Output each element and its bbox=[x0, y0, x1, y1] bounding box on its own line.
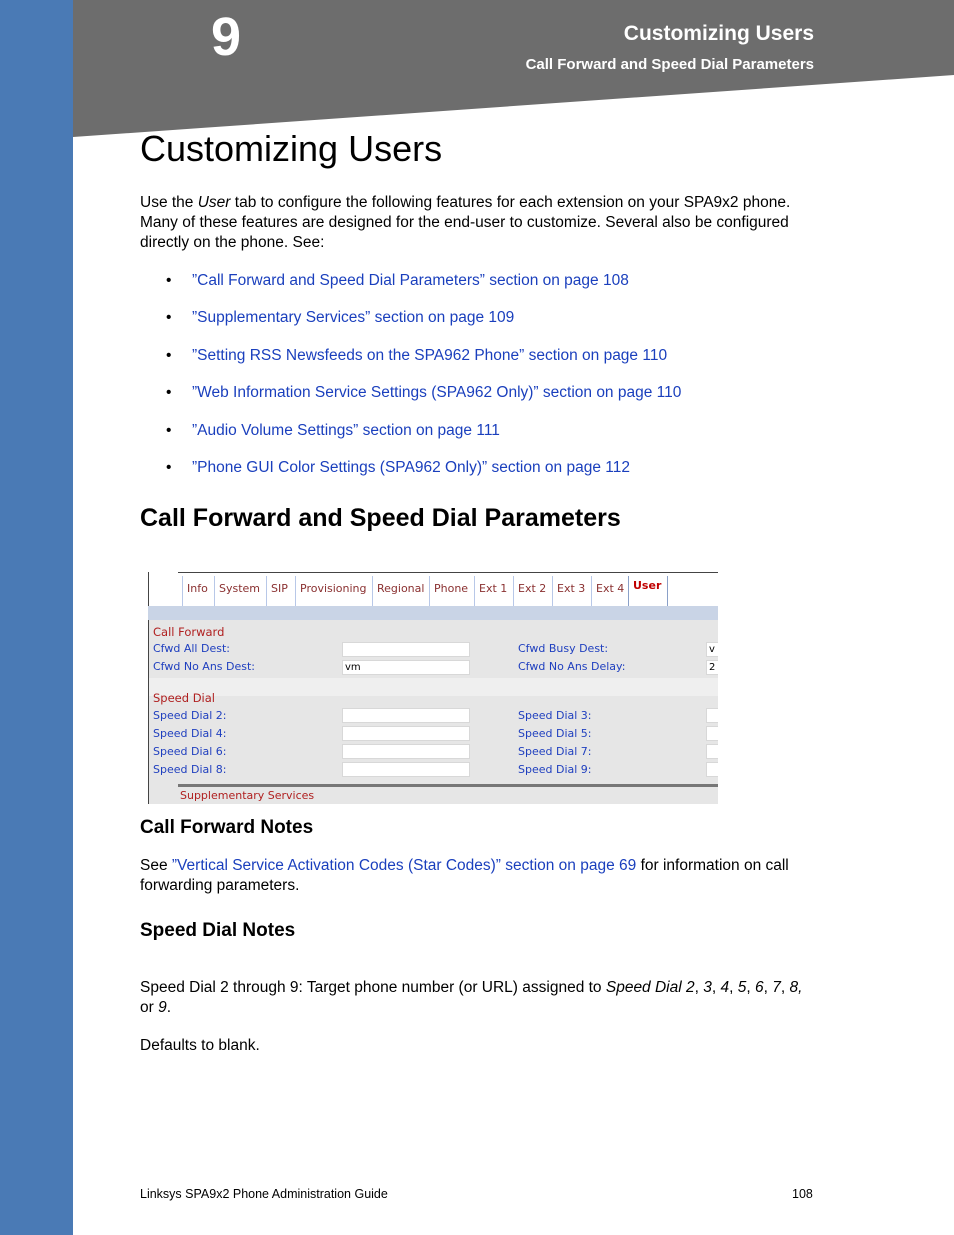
chapter-header bbox=[73, 0, 954, 137]
intro-text-1: Use the bbox=[140, 194, 198, 211]
sd-item: 9 bbox=[158, 999, 167, 1016]
tab-regional[interactable]: Regional bbox=[372, 576, 428, 606]
tab-underline-band bbox=[148, 606, 718, 620]
tab-ext2[interactable]: Ext 2 bbox=[513, 576, 550, 606]
sd-item: 5 bbox=[737, 979, 747, 996]
supplementary-services-bar bbox=[178, 784, 718, 804]
bullet-dot: • bbox=[166, 384, 172, 402]
tab-info[interactable]: Info bbox=[182, 576, 212, 606]
section-separator bbox=[149, 678, 718, 696]
sd-item: 7 bbox=[772, 979, 781, 996]
speed-dial-6-label: Speed Dial 6: bbox=[153, 745, 227, 758]
speed-dial-4-label: Speed Dial 4: bbox=[153, 727, 227, 740]
cfwd-busy-label: Cfwd Busy Dest: bbox=[518, 642, 609, 655]
intro-italic-user: User bbox=[197, 194, 231, 211]
bullet-dot: • bbox=[166, 272, 172, 289]
footer-guide-title: Linksys SPA9x2 Phone Administration Guide bbox=[140, 1187, 388, 1201]
speed-dial-notes-text: Speed Dial 2 through 9: Target phone number (or URL) assigned to Speed Dial 2, 3, 4, 5, 6, 7, 8, or 9. bbox=[140, 979, 803, 1016]
speed-dial-2-input[interactable] bbox=[342, 708, 470, 723]
section-heading: Call Forward and Speed Dial Parameters bbox=[140, 504, 621, 532]
cfwd-no-ans-delay-input[interactable]: 2 bbox=[706, 660, 718, 675]
speed-dial-6-input[interactable] bbox=[342, 744, 470, 759]
header-title: Customizing Users bbox=[623, 22, 814, 45]
tab-ext3[interactable]: Ext 3 bbox=[552, 576, 589, 606]
tab-bar bbox=[178, 572, 718, 607]
speed-dial-2-label: Speed Dial 2: bbox=[153, 709, 227, 722]
sd-item: 6 bbox=[755, 979, 764, 996]
cfwd-no-ans-label: Cfwd No Ans Dest: bbox=[153, 660, 256, 673]
cf-notes-prefix: See bbox=[140, 857, 172, 874]
section-link[interactable]: ”Call Forward and Speed Dial Parameters” section on page 108 bbox=[192, 272, 629, 289]
speed-dial-9-input[interactable] bbox=[706, 762, 718, 777]
speed-dial-defaults: Defaults to blank. bbox=[140, 1037, 260, 1054]
cfwd-busy-input[interactable]: v bbox=[706, 642, 718, 657]
call-forward-notes-text bbox=[140, 856, 820, 896]
section-link[interactable]: ”Setting RSS Newsfeeds on the SPA962 Phone” section on page 110 bbox=[192, 346, 668, 364]
speed-dial-section-title: Speed Dial bbox=[153, 691, 215, 705]
bullet-dot: • bbox=[166, 309, 172, 327]
speed-dial-4-input[interactable] bbox=[342, 726, 470, 741]
star-codes-link[interactable]: ”Vertical Service Activation Codes (Star Codes)” section on page 69 bbox=[171, 857, 637, 874]
sd-or: or bbox=[140, 999, 159, 1016]
section-link[interactable]: ”Web Information Service Settings (SPA962 Only)” section on page 110 bbox=[192, 384, 682, 402]
intro-paragraph bbox=[140, 193, 820, 253]
cf-notes-suffix: for information on call forwarding parameters. bbox=[140, 857, 789, 894]
tab-phone[interactable]: Phone bbox=[429, 576, 472, 606]
sd-item: 3 bbox=[703, 979, 712, 996]
tab-ext1[interactable]: Ext 1 bbox=[474, 576, 511, 606]
bullet-dot: • bbox=[166, 421, 172, 439]
header-banner-shape bbox=[73, 0, 954, 137]
cfwd-all-input[interactable] bbox=[342, 642, 470, 657]
tab-system[interactable]: System bbox=[214, 576, 264, 606]
tab-sip[interactable]: SIP bbox=[266, 576, 292, 606]
speed-dial-8-label: Speed Dial 8: bbox=[153, 763, 227, 776]
speed-dial-5-label: Speed Dial 5: bbox=[518, 727, 592, 740]
section-link[interactable]: ”Supplementary Services” section on page 109 bbox=[192, 309, 515, 327]
speed-dial-3-input[interactable] bbox=[706, 708, 718, 723]
speed-dial-7-label: Speed Dial 7: bbox=[518, 745, 592, 758]
speed-dial-notes-heading: Speed Dial Notes bbox=[140, 920, 296, 941]
left-color-bar bbox=[0, 0, 73, 1235]
call-forward-notes-heading: Call Forward Notes bbox=[140, 817, 314, 838]
cfwd-no-ans-input[interactable]: vm bbox=[342, 660, 470, 675]
sd-item: 4 bbox=[720, 979, 730, 996]
bullet-dot: • bbox=[166, 346, 172, 364]
tab-ext4[interactable]: Ext 4 bbox=[591, 576, 628, 606]
speed-dial-8-input[interactable] bbox=[342, 762, 470, 777]
chapter-number: 9 bbox=[211, 7, 242, 67]
speed-dial-9-label: Speed Dial 9: bbox=[518, 763, 592, 776]
sd-notes-prefix: Speed Dial 2 through 9: Target phone number (or URL) assigned to bbox=[140, 979, 606, 996]
header-subtitle: Call Forward and Speed Dial Parameters bbox=[525, 56, 814, 73]
bullet-dot: • bbox=[166, 458, 172, 476]
page-title: Customizing Users bbox=[140, 128, 443, 169]
tab-user[interactable]: User bbox=[628, 576, 668, 606]
supplementary-services-title: Supplementary Services bbox=[180, 789, 315, 802]
call-forward-section-title: Call Forward bbox=[153, 625, 225, 639]
cfwd-all-label: Cfwd All Dest: bbox=[153, 642, 230, 655]
sd-item: 8, bbox=[789, 979, 803, 996]
section-link[interactable]: ”Phone GUI Color Settings (SPA962 Only)” section on page 112 bbox=[192, 458, 630, 476]
speed-dial-3-label: Speed Dial 3: bbox=[518, 709, 592, 722]
section-link[interactable]: ”Audio Volume Settings” section on page 111 bbox=[192, 421, 500, 439]
speed-dial-5-input[interactable] bbox=[706, 726, 718, 741]
intro-text-2: tab to configure the following features for each extension on your SPA9x2 phone. Many of these features are designed for the end-user to customize. Several also be configured directly on the phone. See: bbox=[140, 194, 791, 251]
user-tab-screenshot bbox=[148, 572, 718, 804]
footer-page-number: 108 bbox=[792, 1187, 813, 1201]
sd-item: Speed Dial 2 bbox=[605, 979, 695, 996]
speed-dial-7-input[interactable] bbox=[706, 744, 718, 759]
tab-provisioning[interactable]: Provisioning bbox=[295, 576, 371, 606]
cfwd-no-ans-delay-label: Cfwd No Ans Delay: bbox=[518, 660, 626, 673]
